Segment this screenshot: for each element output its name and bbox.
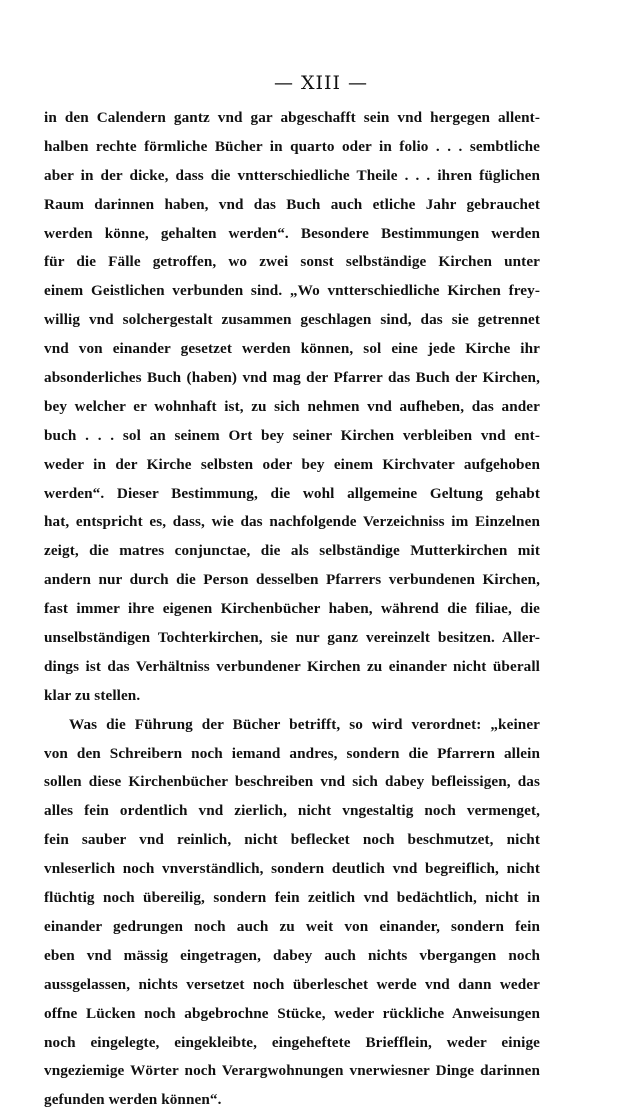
text-line: einem Geistlichen verbunden sind. „Wo vntterschiedliche Kirchen frey-: [44, 282, 540, 300]
text-line: Was die Führung der Bücher betrifft, so wird verordnet: „keiner: [69, 715, 540, 733]
text-line: werden“. Dieser Bestimmung, die wohl allgemeine Geltung gehabt: [44, 484, 540, 502]
page-number-header: — XIII —: [273, 72, 369, 94]
paragraph-1: [44, 104, 540, 711]
text-line: weder in der Kirche selbsten oder bey einem Kirchvater aufgehoben: [44, 455, 540, 473]
text-line: zeigt, die matres conjunctae, die als selbständige Mutterkirchen mit: [44, 542, 540, 560]
text-line: aussgelassen, nichts versetzet noch überleschet werde vnd dann weder: [44, 975, 540, 993]
body-text: [44, 104, 540, 1115]
text-line: eben vnd mässig eingetragen, dabey auch nichts vbergangen noch: [44, 946, 540, 964]
text-line: klar zu stellen.: [44, 686, 141, 704]
text-line: für die Fälle getroffen, wo zwei sonst selbständige Kirchen unter: [44, 253, 540, 271]
text-line: andern nur durch die Person desselben Pfarrers verbundenen Kirchen,: [44, 571, 540, 589]
text-line: halben rechte förmliche Bücher in quarto oder in folio . . . sembtliche: [44, 137, 540, 155]
text-line: werden könne, gehalten werden“. Besondere Bestimmungen werden: [44, 224, 540, 242]
text-line: vnleserlich noch vnverständlich, sondern deutlich vnd begreiflich, nicht: [44, 860, 540, 878]
text-line: sollen diese Kirchenbücher beschreiben vnd sich dabey befleissigen, das: [44, 773, 540, 791]
text-line: fein sauber vnd reinlich, nicht beflecket noch beschmutzet, nicht: [44, 831, 540, 849]
text-line: absonderliches Buch (haben) vnd mag der Pfarrer das Buch der Kirchen,: [44, 369, 540, 387]
text-line: dings ist das Verhältniss verbundener Kirchen zu einander nicht überall: [44, 657, 540, 675]
text-line: flüchtig noch übereilig, sondern fein zeitlich vnd bedächtlich, nicht in: [44, 889, 540, 907]
text-line: alles fein ordentlich vnd zierlich, nicht vngestaltig noch vermenget,: [44, 802, 540, 820]
text-line: bey welcher er wohnhaft ist, zu sich nehmen vnd aufheben, das ander: [44, 397, 540, 415]
text-line: vnd von einander gesetzet werden können, sol eine jede Kirche ihr: [44, 340, 540, 358]
text-line: in den Calendern gantz vnd gar abgeschafft sein vnd hergegen allent-: [44, 109, 540, 126]
paragraph-2: [44, 711, 540, 1115]
text-line: hat, entspricht es, dass, wie das nachfolgende Verzeichniss im Einzelnen: [44, 513, 540, 531]
text-line: fast immer ihre eigenen Kirchenbücher haben, während die filiae, die: [44, 600, 540, 618]
text-line: offne Lücken noch abgebrochne Stücke, weder rückliche Anweisungen: [44, 1004, 540, 1022]
text-line: gefunden werden können“.: [44, 1091, 222, 1109]
text-line: Raum darinnen haben, vnd das Buch auch etliche Jahr gebrauchet: [44, 195, 540, 213]
text-line: unselbständigen Tochterkirchen, sie nur ganz vereinzelt besitzen. Aller-: [44, 629, 540, 647]
text-line: noch eingelegte, eingekleibte, eingeheftete Briefflein, weder einige: [44, 1033, 540, 1051]
text-line: aber in der dicke, dass die vntterschiedliche Theile . . . ihren füglichen: [44, 166, 540, 184]
text-line: von den Schreibern noch iemand andres, sondern die Pfarrern allein: [44, 744, 540, 762]
text-line: buch . . . sol an seinem Ort bey seiner Kirchen verbleiben vnd ent-: [44, 426, 540, 444]
text-line: willig vnd solchergestalt zusammen geschlagen sind, das sie getrennet: [44, 311, 540, 329]
text-line: einander gedrungen noch auch zu weit von einander, sondern fein: [44, 917, 540, 935]
text-line: vngeziemige Wörter noch Verargwohnungen vnerwiesner Dinge darinnen: [44, 1062, 540, 1080]
